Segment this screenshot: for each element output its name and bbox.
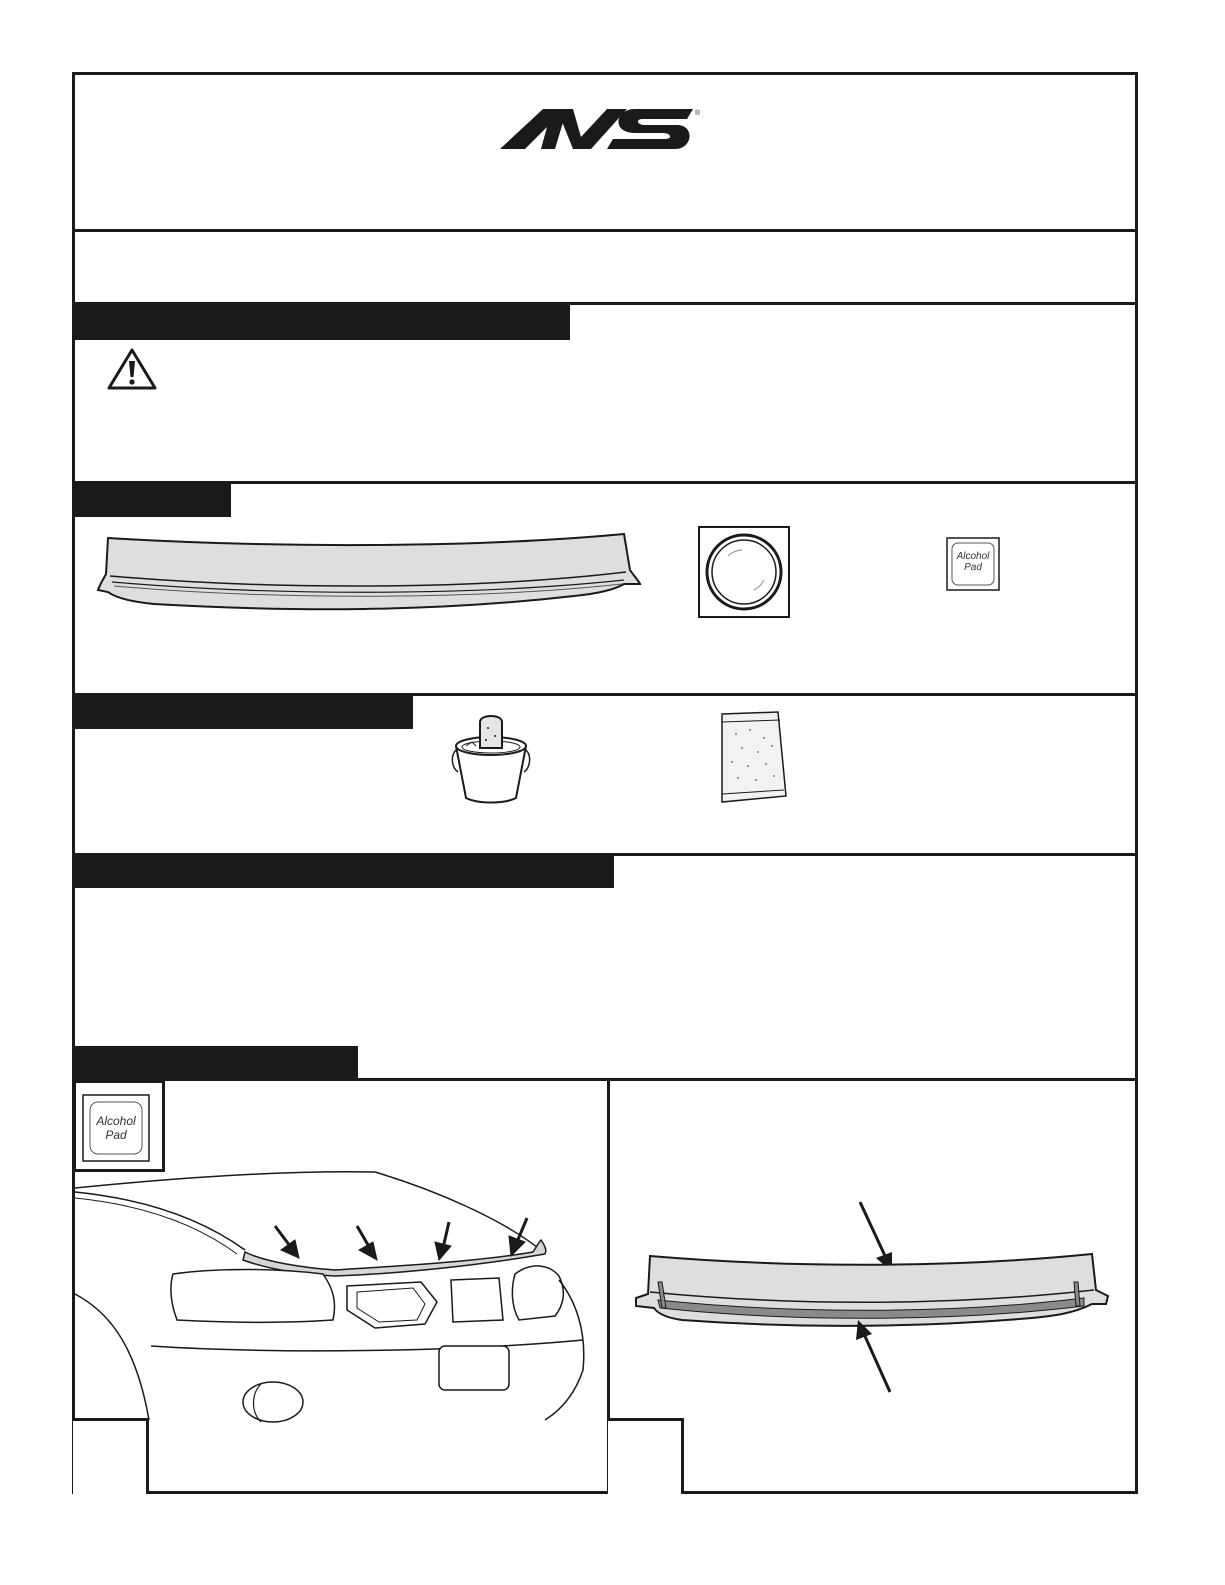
towel-icon: [716, 710, 790, 806]
alcohol-pad-label: Alcohol: [956, 551, 990, 562]
step-number-box: [73, 1418, 149, 1494]
alcohol-pad-label: Pad: [105, 1128, 127, 1142]
warning-triangle-icon: [106, 347, 158, 391]
hood-shield-illustration: [94, 528, 644, 618]
alcohol-pad-label: Pad: [964, 562, 982, 573]
avs-logo: [495, 105, 715, 155]
bumper-pad-icon: [698, 526, 790, 618]
divider: [72, 229, 1138, 232]
section-header-bar-notes: [74, 856, 614, 888]
alcohol-pad-icon: [82, 1094, 150, 1162]
alcohol-pad-label: Alcohol: [96, 1114, 136, 1128]
bucket-sponge-icon: [448, 712, 534, 804]
section-header-bar-warning: [74, 305, 570, 340]
section-header-bar-tools: [74, 696, 413, 729]
divider: [72, 481, 1138, 484]
section-header-bar-installation: [74, 1046, 358, 1080]
section-header-bar-parts: [74, 484, 231, 517]
svg-text:®: ®: [695, 110, 701, 117]
step-number-box: [608, 1418, 684, 1494]
alcohol-pad-icon: [946, 537, 1000, 591]
car-front-illustration: [75, 1170, 605, 1422]
shield-tape-illustration: [632, 1196, 1112, 1396]
